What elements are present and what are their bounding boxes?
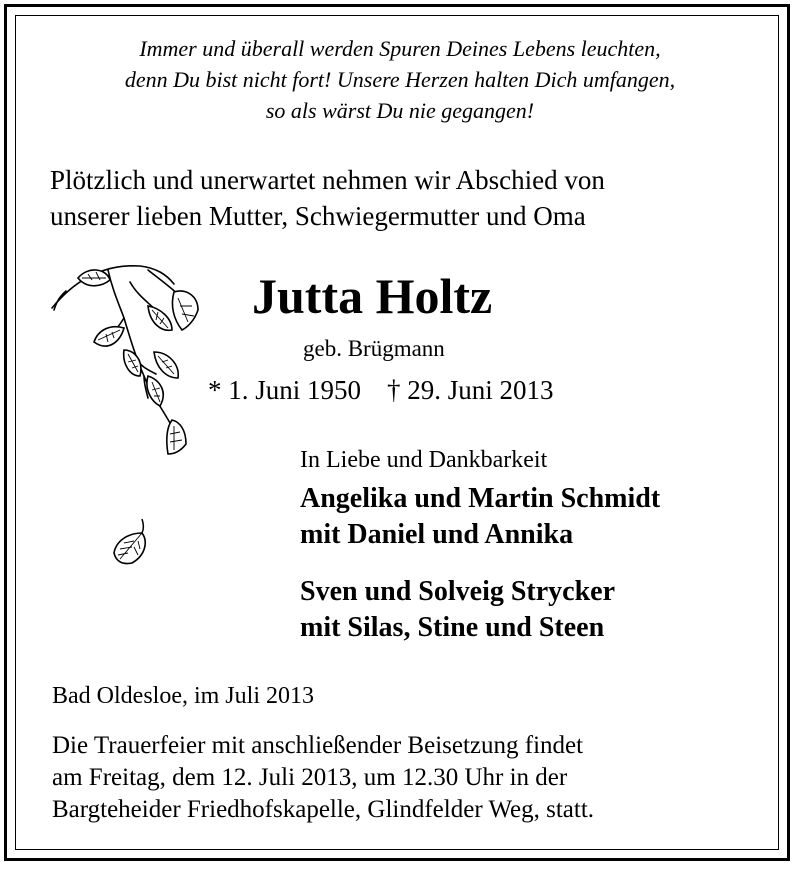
poem-line: so als wärst Du nie gegangen!	[265, 98, 535, 123]
intro-line: unserer lieben Mutter, Schwiegermutter und Oma	[50, 201, 586, 231]
maiden-name: geb. Brügmann	[303, 336, 445, 361]
memorial-poem	[0, 33, 800, 126]
service-info	[52, 730, 594, 826]
service-line: am Freitag, dem 12. Juli 2013, um 12.30 Uhr in der	[52, 764, 568, 791]
deceased-name: Jutta Holtz	[252, 268, 493, 324]
mourner-line: Angelika und Martin Schmidt	[300, 483, 661, 514]
birth-date: * 1. Juni 1950	[208, 375, 362, 405]
intro-line: Plötzlich und unerwartet nehmen wir Abschied von	[50, 165, 605, 195]
service-line: Bargteheider Friedhofskapelle, Glindfelder Weg, statt.	[52, 796, 595, 823]
birch-branch-icon	[48, 258, 208, 458]
place-date: Bad Oldesloe, im Juli 2013	[52, 683, 314, 709]
mourners-heading: In Liebe und Dankbarkeit	[300, 447, 548, 473]
death-date: † 29. Juni 2013	[387, 375, 554, 405]
poem-line: Immer und überall werden Spuren Deines Lebens leuchten,	[139, 36, 661, 61]
mourner-family	[300, 481, 660, 553]
service-line: Die Trauerfeier mit anschließender Beisetzung findet	[52, 732, 584, 759]
announcement-intro	[50, 162, 605, 234]
life-dates	[208, 373, 554, 407]
poem-line: denn Du bist nicht fort! Unsere Herzen halten Dich umfangen,	[124, 67, 676, 92]
falling-leaf-icon	[110, 515, 152, 567]
mourner-line: Sven und Solveig Strycker	[300, 576, 616, 607]
mourner-line: mit Daniel und Annika	[300, 519, 574, 550]
mourner-family	[300, 574, 615, 646]
mourner-line: mit Silas, Stine und Steen	[300, 612, 605, 643]
